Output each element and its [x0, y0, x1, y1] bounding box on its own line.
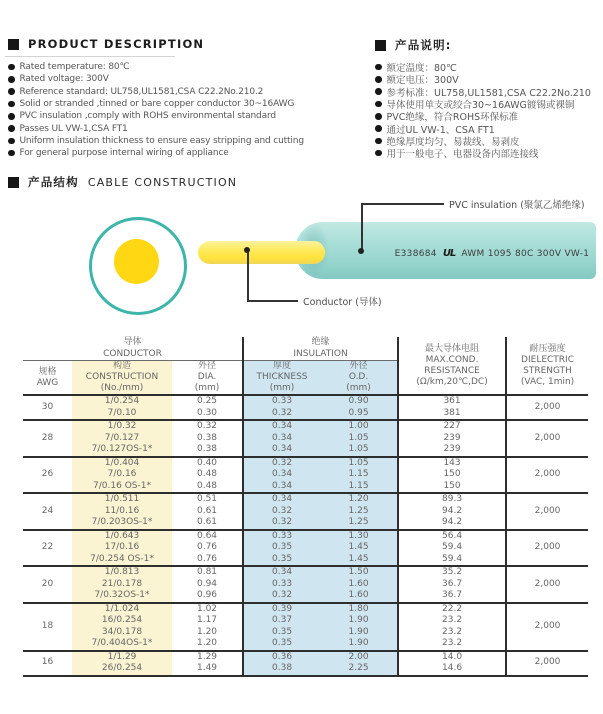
spec-row-awg-30	[23, 395, 588, 420]
bullet-text: Uniform insulation thickness to ensure easy stripping and cutting	[19, 135, 304, 146]
cell-construction: 1/1.29 26/0.254	[72, 651, 172, 676]
column-header-resistance: 最大导体电阻 MAX.COND. RESISTANCE (Ω/km,20℃,DC)	[398, 337, 506, 395]
pvc-insulation-label: PVC insulation (聚氯乙烯绝缘)	[449, 200, 585, 211]
bullet-text: 通过UL VW-1、CSA FT1	[386, 124, 495, 136]
cell-od: 1.00 1.05 1.05	[320, 420, 398, 457]
product-description-title: PRODUCT DESCRIPTION	[28, 37, 205, 51]
bullet-text: Rated voltage: 300V	[19, 74, 109, 85]
pvc-leader-dot	[358, 248, 364, 254]
bullet-item	[375, 86, 591, 98]
product-description-heading	[8, 37, 204, 51]
section-square-icon	[8, 39, 19, 50]
column-header-thickness: 厚度 THICKNESS (mm)	[243, 361, 320, 396]
product-description-zh-title: 产品说明:	[395, 38, 452, 52]
cell-dia: 0.51 0.61 0.61	[172, 493, 243, 530]
bullet-dot-icon	[375, 101, 382, 108]
bullet-text: PVC insulation ,comply with ROHS environmental standard	[19, 111, 276, 122]
bullet-item	[375, 110, 591, 122]
bullet-text: PVC绝缘，符合ROHS环保标准	[386, 112, 519, 124]
bullet-dot-icon	[375, 76, 382, 83]
bullet-text: 绝缘厚度均匀、易裁线、易剥皮	[386, 136, 520, 148]
cell-dia: 0.40 0.48 0.48	[172, 457, 243, 494]
bullet-item	[375, 61, 591, 73]
bullet-text: 导体使用单支或绞合30~16AWG镀锡或裸铜	[386, 100, 575, 112]
cell-resistance: 22.2 23.2 23.2 23.2	[398, 603, 506, 651]
cell-awg: 30	[23, 395, 72, 420]
spec-row-awg-18	[23, 603, 588, 651]
cell-dia: 0.64 0.76 0.76	[172, 530, 243, 567]
spec-row-awg-20	[23, 566, 588, 603]
cell-dia: 1.02 1.17 1.20 1.20	[172, 603, 243, 651]
cable-construction-title-en: CABLE CONSTRUCTION	[87, 175, 238, 189]
cell-thickness: 0.39 0.37 0.35 0.35	[243, 603, 320, 651]
cell-od: 1.20 1.25 1.25	[320, 493, 398, 530]
section-square-icon	[375, 40, 386, 51]
bullet-text: Solid or stranded ,tinned or bare copper conductor 30~16AWG	[19, 99, 295, 110]
cell-construction: 1/0.32 7/0.127 7/0.127OS-1*	[72, 420, 172, 457]
cell-dia: 1.29 1.49	[172, 651, 243, 676]
bullet-item	[375, 147, 591, 159]
spec-table-body	[23, 395, 588, 676]
cable-construction-title-zh: 产品结构	[28, 175, 79, 189]
spec-row-awg-16	[23, 651, 588, 676]
bullet-text: 额定电压：300V	[386, 75, 459, 87]
bullet-text: Reference standard: UL758,UL1581,CSA C22.2No.210.2	[19, 86, 264, 97]
bullet-item	[375, 73, 591, 85]
conductor-label: Conductor (导体)	[303, 297, 382, 308]
cell-thickness: 0.33 0.32	[243, 395, 320, 420]
spec-row-awg-28	[23, 420, 588, 457]
cell-dielectric: 2,000	[506, 493, 588, 530]
bullet-item	[8, 147, 304, 159]
column-header-construction: 构造 CONSTRUCTION (No./mm)	[72, 361, 172, 396]
cell-od: 1.80 1.90 1.90 1.90	[320, 603, 398, 651]
cell-dielectric: 2,000	[506, 651, 588, 676]
conductor-leader-line	[247, 300, 298, 302]
spec-table	[23, 337, 588, 677]
cell-thickness: 0.33 0.35 0.35	[243, 530, 320, 567]
bullet-item	[375, 122, 591, 134]
cell-construction: 1/0.404 7/0.16 7/0.16 OS-1*	[72, 457, 172, 494]
cell-dielectric: 2,000	[506, 420, 588, 457]
cell-od: 2.00 2.25	[320, 651, 398, 676]
cell-od: 1.30 1.45 1.45	[320, 530, 398, 567]
group-insulation-zh: 绝缘	[311, 337, 330, 347]
group-header-conductor	[23, 337, 243, 361]
cable-e-number: E338684	[394, 248, 437, 259]
cell-construction: 1/1.024 16/0.254 34/0.178 7/0.404OS-1*	[72, 603, 172, 651]
bullet-dot-icon	[375, 88, 382, 95]
cell-dielectric: 2,000	[506, 395, 588, 420]
bullet-list-zh	[375, 61, 591, 159]
bullet-dot-icon	[375, 150, 382, 157]
bullet-dot-icon	[8, 88, 15, 95]
column-header-dielectric: 耐压强度 DIELECTRIC STRENGTH (VAC, 1min)	[506, 337, 588, 395]
cell-construction: 1/0.643 17/0.16 7/0.254 OS-1*	[72, 530, 172, 567]
cell-dielectric: 2,000	[506, 457, 588, 494]
cell-dielectric: 2,000	[506, 603, 588, 651]
bullet-item	[8, 135, 304, 147]
spec-row-awg-22	[23, 530, 588, 567]
bullet-dot-icon	[8, 138, 15, 145]
spec-row-awg-26	[23, 457, 588, 494]
product-description-zh-heading	[375, 37, 452, 53]
cell-awg: 18	[23, 603, 72, 651]
ul-logo-icon: UL	[442, 248, 456, 259]
cell-awg: 24	[23, 493, 72, 530]
cell-thickness: 0.34 0.33 0.32	[243, 566, 320, 603]
cell-dia: 0.81 0.94 0.96	[172, 566, 243, 603]
cell-construction: 1/0.813 21/0.178 7/0.32OS-1*	[72, 566, 172, 603]
cell-od: 0.90 0.95	[320, 395, 398, 420]
cable-diagram	[0, 190, 603, 320]
cell-resistance: 227 239 239	[398, 420, 506, 457]
bullet-dot-icon	[8, 64, 15, 71]
cell-resistance: 143 150 150	[398, 457, 506, 494]
heading-underline	[5, 56, 175, 57]
bullet-item	[8, 98, 304, 110]
cell-awg: 26	[23, 457, 72, 494]
bullet-dot-icon	[375, 64, 382, 71]
bullet-text: Rated temperature: 80℃	[19, 62, 130, 73]
bullet-text: 用于一般电子、电器设备内部连接线	[386, 149, 539, 161]
cell-resistance: 56.4 59.4 59.4	[398, 530, 506, 567]
bullet-text: 参考标准：UL758,UL1581,CSA C22.2No.210	[386, 87, 591, 99]
cable-conductor-rod	[198, 241, 325, 264]
cell-construction: 1/0.511 11/0.16 7/0.203OS-1*	[72, 493, 172, 530]
bullet-text: For general purpose internal wiring of appliance	[19, 148, 229, 159]
table-group-header-row	[23, 337, 588, 361]
bullet-dot-icon	[8, 76, 15, 83]
cable-print-spec: AWM 1095 80C 300V VW-1	[461, 248, 590, 259]
bullet-item	[8, 110, 304, 122]
cell-dia: 0.32 0.38 0.38	[172, 420, 243, 457]
cell-awg: 28	[23, 420, 72, 457]
group-insulation-en: INSULATION	[293, 348, 348, 359]
bullet-item	[375, 135, 591, 147]
cell-dielectric: 2,000	[506, 530, 588, 567]
cell-awg: 20	[23, 566, 72, 603]
bullet-item	[8, 73, 304, 85]
pvc-leader-line	[361, 203, 363, 251]
cell-resistance: 35.2 36.7 36.7	[398, 566, 506, 603]
column-header-od: 外径 O.D. (mm)	[320, 361, 398, 396]
cell-thickness: 0.34 0.32 0.32	[243, 493, 320, 530]
cable-construction-heading	[8, 174, 237, 190]
cable-print-legend	[388, 248, 596, 259]
cell-od: 1.05 1.15 1.15	[320, 457, 398, 494]
cable-cross-section-conductor	[114, 239, 159, 284]
cell-od: 1.50 1.60 1.60	[320, 566, 398, 603]
group-conductor-zh: 导体	[123, 337, 142, 347]
column-header-dia: 外径 DIA. (mm)	[172, 361, 243, 396]
bullet-dot-icon	[8, 125, 15, 132]
bullet-text: Passes UL VW-1,CSA FT1	[19, 123, 128, 134]
bullet-dot-icon	[375, 113, 382, 120]
cell-thickness: 0.36 0.38	[243, 651, 320, 676]
bullet-dot-icon	[8, 101, 15, 108]
bullet-dot-icon	[375, 125, 382, 132]
spec-row-awg-24	[23, 493, 588, 530]
bullet-text: 额定温度：80℃	[386, 63, 457, 75]
bullet-dot-icon	[8, 113, 15, 120]
section-square-icon	[8, 177, 19, 188]
cell-thickness: 0.32 0.34 0.34	[243, 457, 320, 494]
bullet-dot-icon	[8, 150, 15, 157]
conductor-leader-line	[247, 252, 249, 301]
cell-construction: 1/0.254 7/0.10	[72, 395, 172, 420]
column-header-awg: 规格 AWG	[23, 361, 72, 396]
bullet-item	[8, 122, 304, 134]
cell-resistance: 14.0 14.6	[398, 651, 506, 676]
bullet-list-en	[8, 61, 304, 159]
cell-awg: 16	[23, 651, 72, 676]
bullet-item	[8, 61, 304, 73]
cell-dia: 0.25 0.30	[172, 395, 243, 420]
group-conductor-en: CONDUCTOR	[103, 348, 162, 359]
bullet-item	[8, 86, 304, 98]
cell-resistance: 361 381	[398, 395, 506, 420]
cell-dielectric: 2,000	[506, 566, 588, 603]
pvc-leader-line	[361, 203, 444, 205]
bullet-item	[375, 98, 591, 110]
cell-resistance: 89.3 94.2 94.2	[398, 493, 506, 530]
bullet-dot-icon	[375, 138, 382, 145]
cell-thickness: 0.34 0.34 0.34	[243, 420, 320, 457]
cell-awg: 22	[23, 530, 72, 567]
group-header-insulation	[243, 337, 398, 361]
